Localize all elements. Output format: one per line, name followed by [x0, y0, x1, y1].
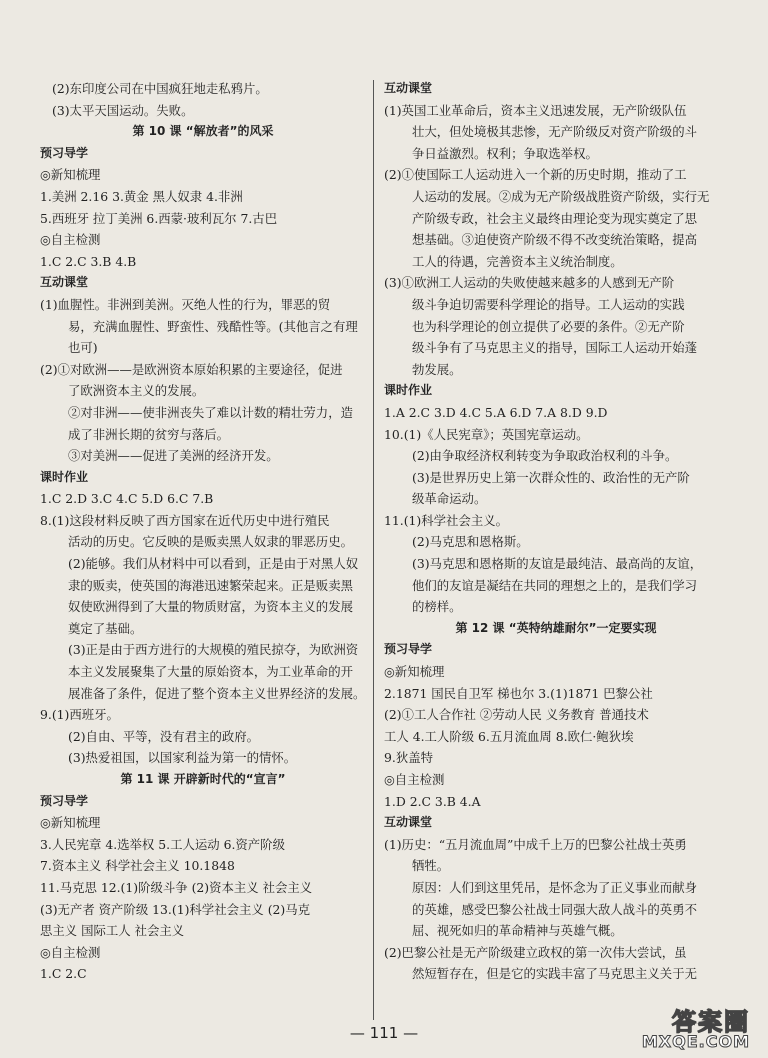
text-line: 隶的贩卖，使英国的海港迅速繁荣起来。正是贩卖黑 — [68, 577, 353, 593]
text-line: 的榜样。 — [412, 599, 462, 615]
page-number: — 111 — — [349, 1024, 419, 1042]
section-heading: 互动课堂 — [384, 815, 433, 830]
watermark-logo — [641, 1002, 756, 1052]
text-line: 他们的友谊是凝结在共同的理想之上的，是我们学习 — [412, 577, 697, 593]
text-line: (3)①欧洲工人运动的失败使越来越多的人感到无产阶 — [384, 275, 675, 291]
text-line: ③对美洲——促进了美洲的经济开发。 — [68, 448, 279, 464]
section-heading: 课时作业 — [40, 469, 89, 484]
section-heading: 预习导学 — [40, 145, 89, 160]
lesson-title: 第 12 课 “英特纳雄耐尔”一定要实现 — [455, 620, 657, 635]
text-line: 级革命运动。 — [412, 491, 487, 507]
text-line: (2)①使国际工人运动进入一个新的历史时期，推动了工 — [384, 167, 687, 183]
text-line: 奴使欧洲得到了大量的物质财富，为资本主义的发展 — [68, 599, 353, 615]
text-line: (3)无产者 资产阶级 13.(1)科学社会主义 (2)马克 — [40, 901, 311, 917]
text-line: (2)自由、平等，没有君主的政府。 — [68, 728, 260, 744]
text-line: 1.C 2.D 3.C 4.C 5.D 6.C 7.B — [40, 491, 214, 507]
text-line: (3)是世界历史上第一次群众性的、政治性的无产阶 — [412, 469, 690, 485]
text-line: 奠定了基础。 — [68, 620, 143, 636]
text-line: 思主义 国际工人 社会主义 — [40, 923, 185, 939]
text-line: (3)正是由于西方进行的大规模的殖民掠夺，为欧洲资 — [68, 642, 359, 658]
text-line: (2)由争取经济权利转变为争取政治权利的斗争。 — [412, 448, 678, 464]
text-line: 工人 4.工人阶级 6.五月流血周 8.欧仁·鲍狄埃 — [384, 728, 634, 744]
lesson-title: 第 11 课 开辟新时代的“宣言” — [120, 772, 286, 786]
text-line: (1)血腥性。非洲到美洲。灭绝人性的行为，罪恶的贸 — [40, 296, 331, 312]
text-line: (1)历史：“五月流血周”中成千上万的巴黎公社战士英勇 — [384, 836, 687, 852]
text-line: 1.D 2.C 3.B 4.A — [384, 793, 481, 809]
text-line: 然短暂存在，但是它的实践丰富了马克思主义关于无 — [412, 966, 697, 982]
text-line: 勃发展。 — [412, 361, 462, 377]
text-line: (1)英国工业革命后，资本主义迅速发展，无产阶级队伍 — [384, 102, 687, 118]
text-line: 了欧洲资本主义的发展。 — [68, 383, 205, 399]
text-line: 活动的历史。它反映的是贩卖黑人奴隶的罪恶历史。 — [68, 534, 353, 550]
text-line: (2)东印度公司在中国疯狂地走私鸦片。 — [52, 81, 268, 96]
section-heading: 预习导学 — [40, 793, 89, 808]
text-line: 本主义发展聚集了大量的原始资本，为工业革命的开 — [68, 664, 353, 680]
section-heading: 互动课堂 — [384, 81, 433, 95]
text-line: 原因：人们到这里凭吊，是怀念为了正义事业而献身 — [412, 879, 697, 895]
right-column — [384, 78, 728, 985]
left-column — [40, 78, 366, 985]
text-line: 11.(1)科学社会主义。 — [384, 512, 508, 528]
text-line: (2)马克思和恩格斯。 — [412, 534, 529, 550]
text-line: 的英雄，感受巴黎公社战士同强大敌人战斗的英勇不 — [412, 901, 697, 917]
section-heading: 课时作业 — [384, 383, 433, 398]
text-line: 5.西班牙 拉丁美洲 6.西蒙·玻利瓦尔 7.古巴 — [40, 210, 278, 226]
text-line: 1.C 2.C 3.B 4.B — [40, 253, 137, 269]
text-line: 3.人民宪章 4.选举权 5.工人运动 6.资产阶级 — [40, 836, 285, 852]
watermark-line2: MXQE.COM — [641, 1032, 750, 1051]
text-line: ◎新知梳理 — [384, 664, 445, 680]
text-line: 9.(1)西班牙。 — [40, 707, 119, 723]
text-line: 屈、视死如归的革命精神与英雄气概。 — [412, 923, 623, 939]
text-line: ②对非洲——使非洲丧失了难以计数的精壮劳力，造 — [68, 404, 353, 420]
text-line: ◎自主检测 — [40, 944, 101, 960]
text-line: 级斗争有了马克思主义的指导，国际工人运动开始蓬 — [412, 340, 697, 356]
text-line: 壮大，但处境极其悲惨，无产阶级反对资产阶级的斗 — [412, 124, 697, 140]
text-line: 成了非洲长期的贫穷与落后。 — [68, 426, 230, 442]
section-heading: 预习导学 — [384, 642, 433, 657]
text-line: 7.资本主义 科学社会主义 10.1848 — [40, 858, 235, 874]
text-line: 易，充满血腥性、野蛮性、残酷性等。(其他言之有理 — [68, 318, 358, 334]
watermark-line1: 答案圈 — [672, 1008, 750, 1036]
text-line: ◎新知梳理 — [40, 167, 101, 183]
text-line: 9.狄盖特 — [384, 750, 433, 766]
text-line: 11.马克思 12.(1)阶级斗争 (2)资本主义 社会主义 — [40, 879, 313, 895]
column-divider — [373, 80, 374, 1020]
text-line: ◎自主检测 — [40, 232, 101, 248]
text-line: 展准备了条件，促进了整个资本主义世界经济的发展。 — [68, 685, 366, 701]
text-line: 产阶级专政，社会主义最终由理论变为现实奠定了思 — [412, 210, 697, 226]
text-line: 牺牲。 — [412, 858, 450, 874]
text-line: 想基础。③迫使资产阶级不得不改变统治策略，提高 — [412, 232, 697, 248]
text-line: (3)太平天国运动。失败。 — [52, 102, 194, 118]
text-line: (2)①对欧洲——是欧洲资本原始积累的主要途径，促进 — [40, 361, 343, 377]
section-heading: 互动课堂 — [40, 275, 89, 290]
text-line: 人运动的发展。②成为无产阶级战胜资产阶级，实行无 — [412, 188, 710, 204]
text-line: 工人的待遇，完善资本主义统治制度。 — [412, 253, 623, 269]
text-line: 争日益激烈。权利；争取选举权。 — [412, 145, 598, 161]
text-line: (3)热爱祖国，以国家利益为第一的情怀。 — [68, 750, 297, 766]
text-line: (3)马克思和恩格斯的友谊是最纯洁、最高尚的友谊， — [412, 556, 703, 572]
text-line: (2)巴黎公社是无产阶级建立政权的第一次伟大尝试，虽 — [384, 944, 687, 960]
text-line: 1.美洲 2.16 3.黄金 黑人奴隶 4.非洲 — [40, 188, 243, 204]
text-line: 也为科学理论的创立提供了必要的条件。②无产阶 — [412, 318, 685, 334]
text-line: 1.C 2.C — [40, 966, 87, 982]
text-line: (2)①工人合作社 ②劳动人民 义务教育 普通技术 — [384, 707, 649, 723]
text-line: (2)能够。我们从材料中可以看到，正是由于对黑人奴 — [68, 556, 359, 572]
text-line: 2.1871 国民自卫军 梯也尔 3.(1)1871 巴黎公社 — [384, 685, 653, 701]
text-line: 8.(1)这段材料反映了西方国家在近代历史中进行殖民 — [40, 512, 330, 528]
text-line: 级斗争迫切需要科学理论的指导。工人运动的实践 — [412, 296, 685, 312]
text-line: 1.A 2.C 3.D 4.C 5.A 6.D 7.A 8.D 9.D — [384, 404, 608, 420]
text-line: 也可) — [68, 340, 98, 356]
text-line: ◎新知梳理 — [40, 815, 101, 831]
lesson-title: 第 10 课 “解放者”的风采 — [132, 124, 274, 139]
text-line: ◎自主检测 — [384, 772, 445, 787]
text-line: 10.(1)《人民宪章》；英国宪章运动。 — [384, 426, 589, 442]
